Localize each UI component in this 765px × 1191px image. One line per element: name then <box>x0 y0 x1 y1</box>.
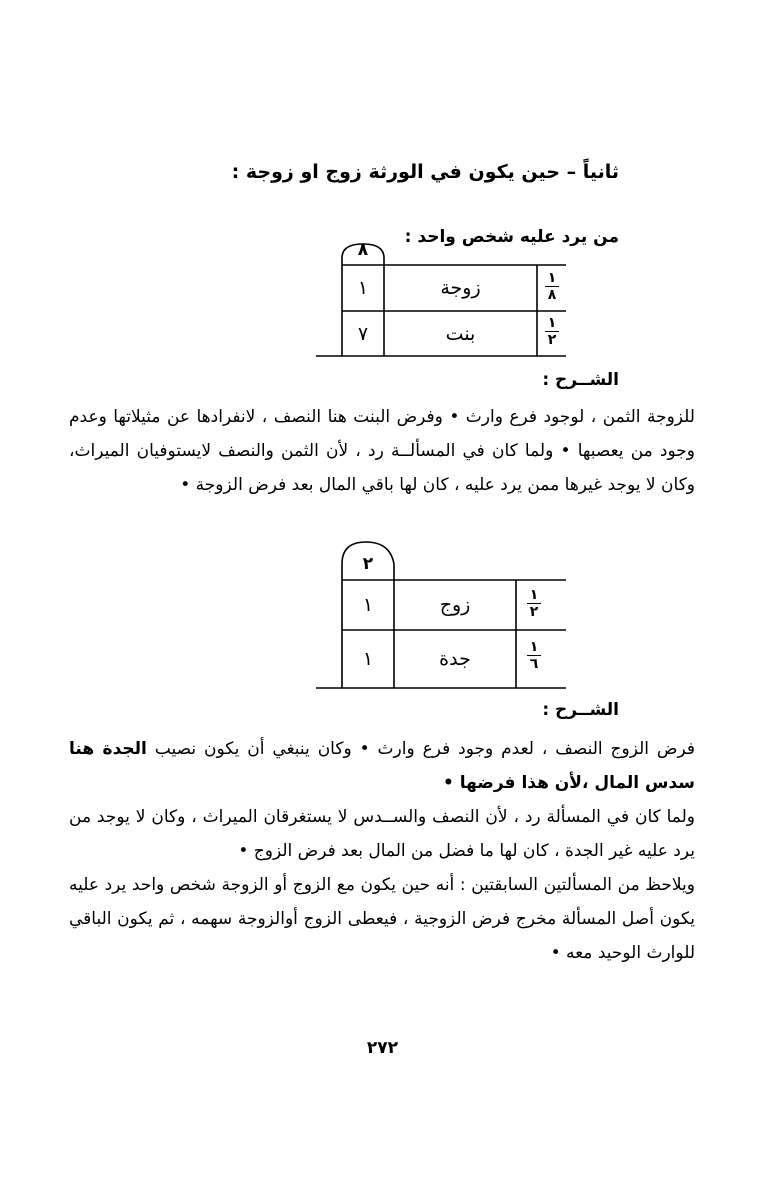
table-2-row-2-count: ١ <box>362 648 374 670</box>
table-1-row-1-share <box>542 271 562 302</box>
explanation-label-2: الشــرح : <box>542 700 619 720</box>
paragraph-1: للزوجة الثمن ، لوجود فرع وارث • وفرض البنت هنا النصف ، لانفرادها عن مثيلاتها وعدم وجود من يعصبها • ولما كان في المسألــة رد ، لأن الثمن والنصف لايستوفيان الميراث، وكان لا يوجد غيرها ممن يرد عليه ، كان لها باقي المال بعد فرض الزوجة • <box>69 407 695 495</box>
table-1-row-2-heir: بنت <box>445 322 476 345</box>
section-heading: ثانياً – حين يكون في الورثة زوج او زوجة : <box>231 161 619 183</box>
page-number: ٢٧٢ <box>366 1038 399 1058</box>
paragraph-2-line-1: فرض الزوج النصف ، لعدم وجود فرع وارث • وكان ينبغي أن يكون نصيب <box>154 739 695 759</box>
paragraph-3: ولما كان في المسألة رد ، لأن النصف والســدس لا يستغرقان الميراث ، وكان لا يوجد من يرد عليه غير الجدة ، كان لها ما فضل من المال بعد فرض الزوج • <box>69 807 695 861</box>
paragraph-4: ويلاحظ من المسألتين السابقتين : أنه حين يكون مع الزوج أو الزوجة شخص واحد يرد عليه يكون أصل المسألة مخرج فرض الزوجية ، فيعطى الزوج أوالزوجة سهمه ، ثم يكون الباقي للوارث الوحيد معه • <box>69 875 695 963</box>
table-2-row-2-heir: جدة <box>439 648 471 670</box>
table-1-row-2-share <box>542 316 562 347</box>
share-denominator: ٢ <box>529 604 539 620</box>
explanation-label-1: الشــرح : <box>542 370 619 390</box>
share-numerator: ١ <box>547 270 557 286</box>
table-1-row-1-count: ١ <box>357 277 369 299</box>
table-2-base: ٢ <box>362 554 374 574</box>
share-denominator: ٨ <box>547 287 557 303</box>
inheritance-table-2 <box>316 536 566 688</box>
section-subheading: من يرد عليه شخص واحد : <box>404 227 619 247</box>
share-denominator: ٢ <box>547 332 557 348</box>
share-numerator: ١ <box>529 587 539 603</box>
table-1-row-1-heir: زوجة <box>440 277 481 299</box>
inheritance-table-1 <box>316 238 566 360</box>
share-numerator: ١ <box>529 639 539 655</box>
table-2-row-2-share <box>522 640 546 671</box>
share-denominator: ٦ <box>529 656 539 672</box>
table-2-row-1-count: ١ <box>362 594 374 616</box>
table-2-row-1-heir: زوج <box>439 594 471 616</box>
table-1-base: ٨ <box>357 240 369 260</box>
table-1-row-2-count: ٧ <box>357 322 369 345</box>
paragraph-2 <box>69 732 695 800</box>
table-2-row-1-share <box>522 588 546 619</box>
share-numerator: ١ <box>547 315 557 331</box>
paragraph-2-line-2: الجدة هنا سدس المال ،لأن هذا فرضها • <box>69 739 695 793</box>
